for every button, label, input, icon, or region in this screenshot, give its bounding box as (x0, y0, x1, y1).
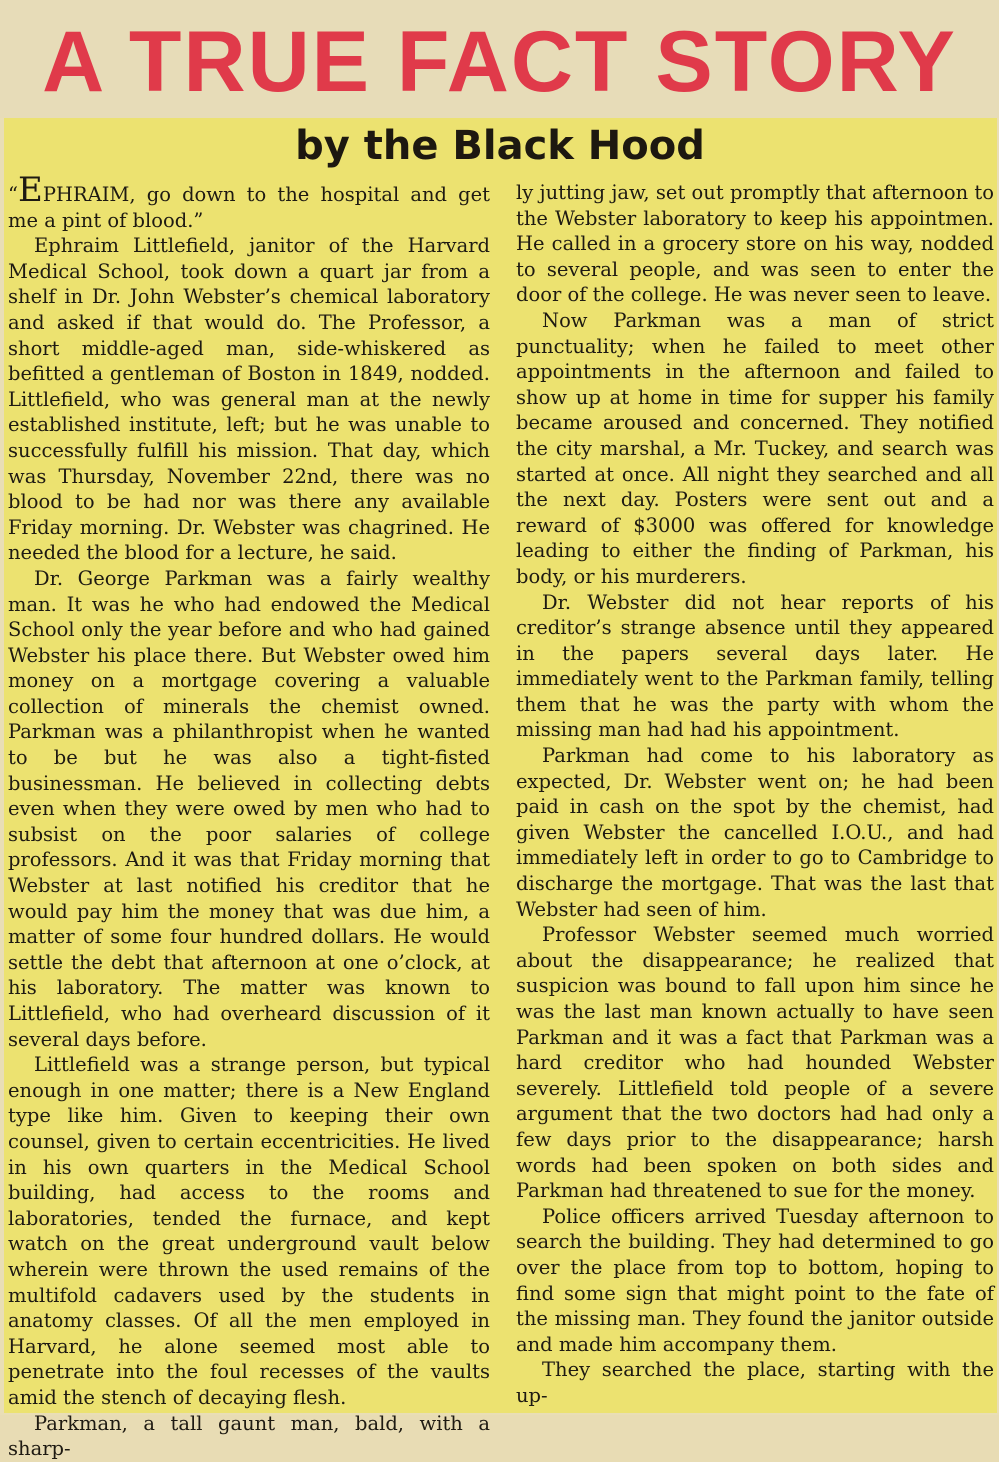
paragraph: Dr. Webster did not hear reports of his creditor’s strange absence until they appeared in the papers several days later. He immediately went to the Parkman family, telling them that he was the party with whom the missing man had had his appointment. (516, 590, 994, 742)
paragraph: Professor Webster seemed much worried about the disappearance; he realized that suspicion was bound to fall upon him since he was the last man known actually to have seen Parkman and it was a fact that Parkman was a hard creditor who had hounded Webster severely. Littlefield told people of a severe argument that the two doctors had had only a few days prior to the disappearance; harsh words had been spoken on both sides and Parkman had threatened to sue for the money. (516, 923, 994, 1203)
paragraph: Parkman had come to his laboratory as expected, Dr. Webster went on; he had been paid in cash on the spot by the chemist, had given Webster the cancelled I.O.U., and had immediately left in order to go to Cambridge to discharge the mortgage. That was the last that Webster had seen of him. (516, 744, 994, 921)
opening-text: PHRAIM, go down to the hospital and get me a pint of blood.” (8, 183, 490, 232)
paragraph: Now Parkman was a man of strict punctuality; when he failed to meet other appointments in the afternoon and failed to show up at home in time for supper his family became aroused and concerned. They notified the city marshal, a Mr. Tuckey, and search was started at once. All night they searched and all the next day. Posters were sent out and a reward of $3000 was offered for knowledge leading to either the finding of Parkman, his body, or his murderers. (516, 308, 994, 588)
paragraph: Dr. George Parkman was a fairly wealthy man. It was he who had endowed the Medical School only the year before and who had gained Webster his place there. But Webster owed him money on a mortgage covering a valuable collection of minerals the chemist owned. Parkman was a philanthropist when he wanted to be but he was also a tight-fisted businessman. He believed in collecting debts even when they were owed by men who had to subsist on the poor salaries of college professors. And it was that Friday morning that Webster at last notified his creditor that he would pay him the money that was due him, a matter of some four hundred dollars. He would settle the debt that afternoon at one o’clock, at his laboratory. The matter was known to Littlefield, who had overheard discussion of it several days before. (8, 566, 490, 1051)
right-column (516, 180, 994, 1409)
paragraph: Ephraim Littlefield, janitor of the Harvard Medical School, took down a quart jar from a shelf in Dr. John Webster’s chemical laboratory and asked if that would do. The Professor, a short middle-aged man, side-whiskered as befitted a gentleman of Boston in 1849, nodded. Littlefield, who was general man at the newly established institute, left; but he was unable to successfully fulfill his mission. That day, which was Thursday, November 22nd, there was no blood to be had nor was there any available Friday morning. Dr. Webster was chagrined. He needed the blood for a lecture, he said. (8, 234, 490, 565)
paragraph: Littlefield was a strange person, but typical enough in one matter; there is a New England type like him. Given to keeping their own counsel, given to certain eccentricities. He lived in his own quarters in the Medical School building, had access to the rooms and laboratories, tended the furnace, and kept watch on the great underground vault below wherein were thrown the used remains of the multifold cadavers used by the students in anatomy classes. Of all the men employed in Harvard, he alone seemed most able to penetrate into the foul recesses of the vaults amid the stench of decaying flesh. (8, 1053, 490, 1409)
left-column (8, 170, 490, 1462)
continuation-paragraph: ly jutting jaw, set out promptly that afternoon to the Webster laboratory to keep his appointmen. He called in a grocery store on his way, nodded to several people, and was seen to enter the door of the college. He was never seen to leave. (516, 181, 994, 307)
paragraph: Parkman, a tall gaunt man, bald, with a sharp- (8, 1411, 490, 1461)
page-title: A TRUE FACT STORY (42, 14, 957, 110)
paragraph: They searched the place, starting with the up- (516, 1358, 994, 1407)
opening-quote: “ (8, 183, 18, 206)
drop-cap: E (17, 170, 43, 210)
byline: by the Black Hood (295, 123, 705, 169)
paragraph: Police officers arrived Tuesday afternoon to search the building. They had determined to go over the place from top to bottom, hoping to find some sign that might point to the fate of the missing man. They found the janitor outside and made him accompany them. (516, 1204, 994, 1356)
opening-paragraph (8, 170, 490, 233)
title-banner (0, 0, 999, 118)
